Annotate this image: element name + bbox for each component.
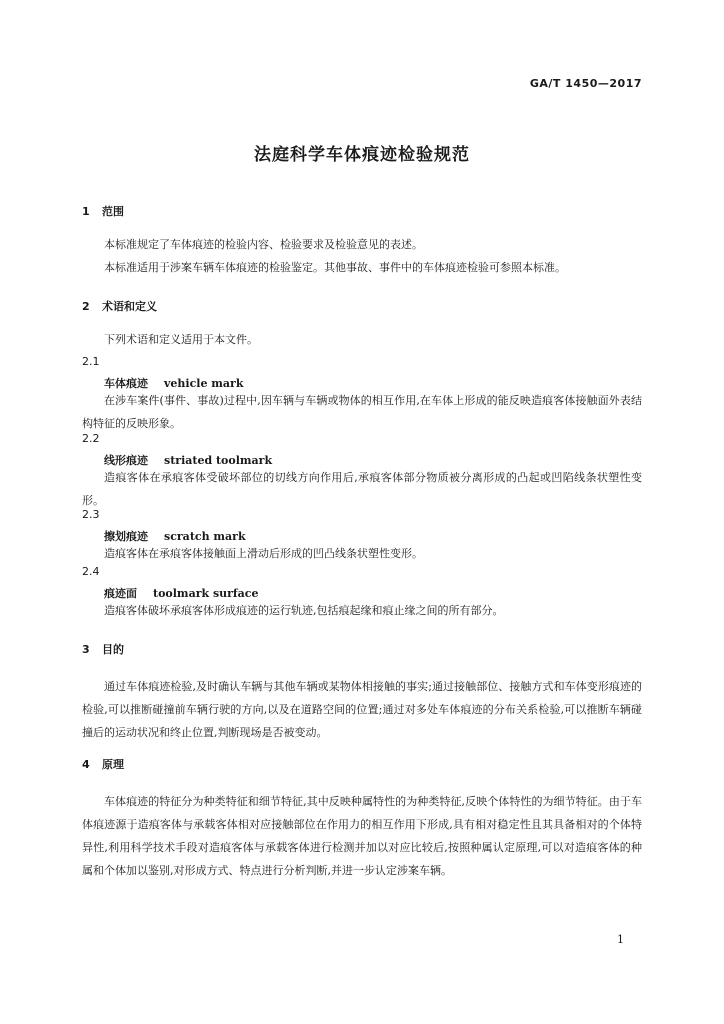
term-zh: 擦划痕迹 [104, 530, 148, 543]
term-en: scratch mark [164, 530, 246, 543]
term-definition: 造痕客体破坏承痕客体形成痕迹的运行轨迹,包括痕起缘和痕止缘之间的所有部分。 [104, 604, 504, 617]
section-number: 3 [82, 643, 90, 656]
section-title: 范围 [102, 205, 124, 218]
section-number: 4 [82, 758, 90, 771]
term-zh: 车体痕迹 [104, 377, 148, 390]
term-en: vehicle mark [164, 377, 244, 390]
paragraph: 本标准规定了车体痕迹的检验内容、检验要求及检验意见的表述。 [104, 238, 423, 251]
paragraph: 车体痕迹的特征分为种类特征和细节特征,其中反映种属特性的为种类特征,反映个体特性的为细节特征。由于车体痕迹源于造痕客体与承载客体相对应接触部位在作用力的相互作用下形成,具有相对稳定性且其具备相对的个体特异性,利用科学技术手段对造痕客体与承载客体进行检测并加以对应比较后,按照种属认定原理,可以对造痕客体的种属和个体加以鉴别,对形成方式、特点进行分析判断,并进一步认定涉案车辆。 [82, 795, 642, 877]
section-heading-principle [82, 756, 124, 772]
section-title: 原理 [102, 758, 124, 771]
section-number: 2 [82, 300, 90, 313]
page-number: 1 [617, 933, 624, 946]
standard-code: GA/T 1450—2017 [529, 77, 642, 90]
section-title: 术语和定义 [102, 300, 157, 313]
term-number: 2.1 [82, 355, 100, 368]
term-zh: 线形痕迹 [104, 454, 148, 467]
term-definition: 造痕客体在承痕客体接触面上滑动后形成的凹凸线条状塑性变形。 [104, 547, 423, 560]
term-en: toolmark surface [153, 587, 259, 600]
section-heading-terms [82, 298, 157, 314]
term-definition: 在涉车案件(事件、事故)过程中,因车辆与车辆或物体的相互作用,在车体上形成的能反映造痕客体接触面外表结构特征的反映形象。 [82, 394, 642, 430]
section-number: 1 [82, 205, 90, 218]
term-en: striated toolmark [164, 454, 273, 467]
section-heading-scope [82, 203, 124, 219]
paragraph: 下列术语和定义适用于本文件。 [104, 333, 258, 346]
term-definition: 造痕客体在承痕客体受破坏部位的切线方向作用后,承痕客体部分物质被分离形成的凸起或凹陷线条状塑性变形。 [82, 471, 642, 507]
term-number: 2.3 [82, 508, 100, 521]
section-title: 目的 [102, 643, 124, 656]
term-number: 2.4 [82, 565, 100, 578]
document-title: 法庭科学车体痕迹检验规范 [254, 145, 470, 165]
paragraph: 本标准适用于涉案车辆车体痕迹的检验鉴定。其他事故、事件中的车体痕迹检验可参照本标准。 [104, 261, 566, 274]
term-zh: 痕迹面 [104, 587, 137, 600]
paragraph: 通过车体痕迹检验,及时确认车辆与其他车辆或某物体相接触的事实;通过接触部位、接触方式和车体变形痕迹的检验,可以推断碰撞前车辆行驶的方向,以及在道路空间的位置;通过对多处车体痕迹的分布关系检验,可以推断车辆碰撞后的运动状况和终止位置,判断现场是否被变动。 [82, 680, 642, 739]
term-number: 2.2 [82, 432, 100, 445]
section-heading-purpose [82, 641, 124, 657]
